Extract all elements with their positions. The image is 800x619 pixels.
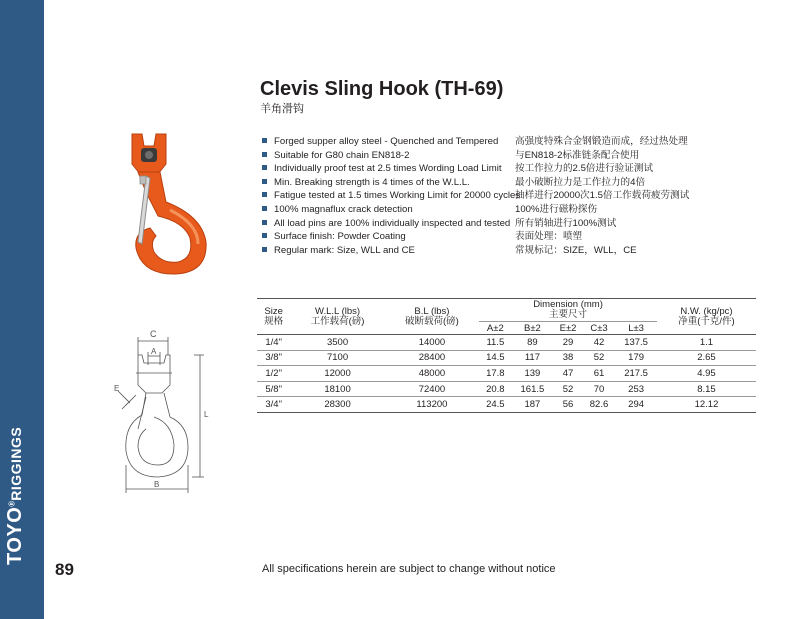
list-item: 最小破断拉力是工作拉力的4倍 [515,176,646,188]
table-row: 1/2" 12000 48000 17.8 139 47 61 217.5 4.95 [257,366,756,382]
brand-sidebar [0,0,44,619]
col-header-a: A±2 [479,322,511,335]
col-header-l: L±3 [615,322,657,335]
col-header-wll: W.L.L (lbs) 工作载荷(磅) [290,299,384,335]
dim-label-e: E [114,384,120,393]
col-header-e: E±2 [553,322,583,335]
list-item: 100% magnaflux crack detection [262,203,520,217]
list-item: 100%进行磁粉探伤 [515,203,598,215]
page-title: Clevis Sling Hook (TH-69) [260,78,504,100]
dim-label-a: A [151,347,157,356]
page-number: 89 [55,560,74,579]
table-row: 5/8" 18100 72400 20.8 161.5 52 70 253 8.15 [257,381,756,397]
col-header-dimension: Dimension (mm) 主要尺寸 [479,299,657,322]
col-header-nw: N.W. (kg/pc) 净重(千克/件) [657,299,756,335]
list-item: Individually proof test at 2.5 times Wording Load Limit [262,162,520,176]
col-header-b: B±2 [512,322,554,335]
list-item: 抽样进行20000次1.5倍工作载荷疲劳测试 [515,190,690,202]
list-item: 按工作拉力的2.5倍进行验证测试 [515,163,654,175]
dim-label-b: B [154,480,160,489]
list-item: Min. Breaking strength is 4 times of the W.L.L. [262,176,520,190]
dim-label-l: L [204,410,209,419]
table-row: 1/4" 3500 14000 11.5 89 29 42 137.5 1.1 [257,335,756,351]
dim-label-c: C [150,329,157,339]
spec-table [257,298,756,413]
table-row: 3/4" 28300 113200 24.5 187 56 82.6 294 12.12 [257,397,756,413]
list-item: Surface finish: Powder Coating [262,230,520,244]
brand-logo: TOYO®RIGGINGS [4,426,26,565]
features-list-en [262,135,520,257]
list-item: Fatigue tested at 1.5 times Working Limit for 20000 cycles [262,189,520,203]
col-header-bl: B.L (lbs) 破断载荷(磅) [385,299,479,335]
footer-notice: All specifications herein are subject to change without notice [262,563,556,575]
list-item: Regular mark: Size, WLL and CE [262,244,520,258]
list-item: 与EN818-2标准链条配合使用 [515,149,640,161]
list-item: 表面处理：喷塑 [515,231,583,243]
features-list-cn [515,135,689,257]
list-item: 常规标记：SIZE，WLL，CE [515,244,637,256]
table-row: 3/8" 7100 28400 14.5 117 38 52 179 2.65 [257,350,756,366]
list-item: 所有销轴进行100%测试 [515,217,617,229]
list-item: Forged supper alloy steel - Quenched and Tempered [262,135,520,149]
col-header-c: C±3 [583,322,615,335]
hook-product-image [120,132,215,277]
page-subtitle: 羊角滑钩 [260,103,304,115]
list-item: All load pins are 100% individually inspected and tested [262,217,520,231]
list-item: 高强度特殊合金钢锻造而成，经过热处理 [515,136,688,147]
col-header-size: Size 规格 [257,299,290,335]
list-item: Suitable for G80 chain EN818-2 [262,149,520,163]
hook-dimension-diagram [108,325,218,495]
